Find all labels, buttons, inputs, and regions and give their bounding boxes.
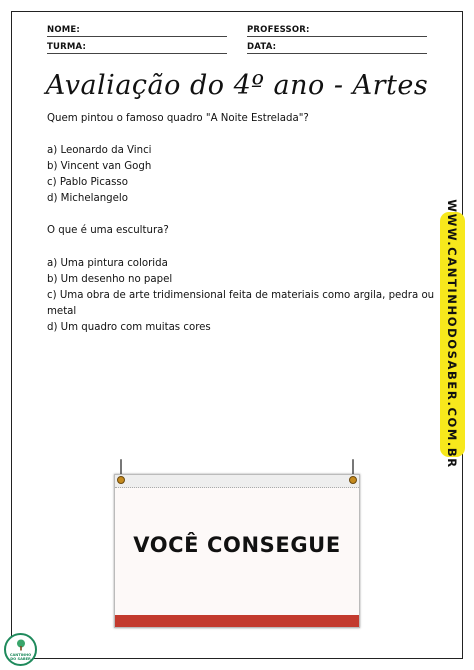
question-1-option-b: b) Vincent van Gogh [47,161,152,172]
logo-line-1: CANTINHO [9,653,32,657]
sign-text: VOCÊ CONSEGUE [133,533,341,557]
turma-label: TURMA: [47,42,87,52]
sign-pin-left [117,476,125,484]
turma-field [47,41,227,54]
professor-field [247,24,427,37]
question-2-option-c: c) Uma obra de arte tridimensional feita de materiais como argila, pedra ou [47,290,435,301]
tree-icon [15,639,27,651]
question-2-option-b: b) Um desenho no papel [47,274,173,285]
logo-line-2: DO SABER [10,657,31,661]
question-2-option-a: a) Uma pintura colorida [47,258,168,269]
question-1: Quem pintou o famoso quadro "A Noite Estrelada"? [47,113,309,124]
professor-label: PROFESSOR: [247,25,310,35]
motivational-sign [114,474,360,628]
sign-pin-right [349,476,357,484]
cantinho-logo [4,633,37,666]
data-label: DATA: [247,42,277,52]
question-1-option-a: a) Leonardo da Vinci [47,145,152,156]
nome-field [47,24,227,37]
nome-label: NOME: [47,25,81,35]
watermark-url: WWW.CANTINHODOSABER.COM.BR [445,199,459,469]
question-2-option-c-cont: metal [47,306,77,317]
question-1-option-c: c) Pablo Picasso [47,177,128,188]
page-title: Avaliação do 4º ano - Artes [45,70,429,101]
question-2-option-d: d) Um quadro com muitas cores [47,322,211,333]
data-field [247,41,427,54]
sign-top-band [115,475,359,488]
question-2: O que é uma escultura? [47,225,169,236]
question-1-option-d: d) Michelangelo [47,193,128,204]
sign-bottom-band [115,615,359,627]
logo-text [6,653,35,661]
